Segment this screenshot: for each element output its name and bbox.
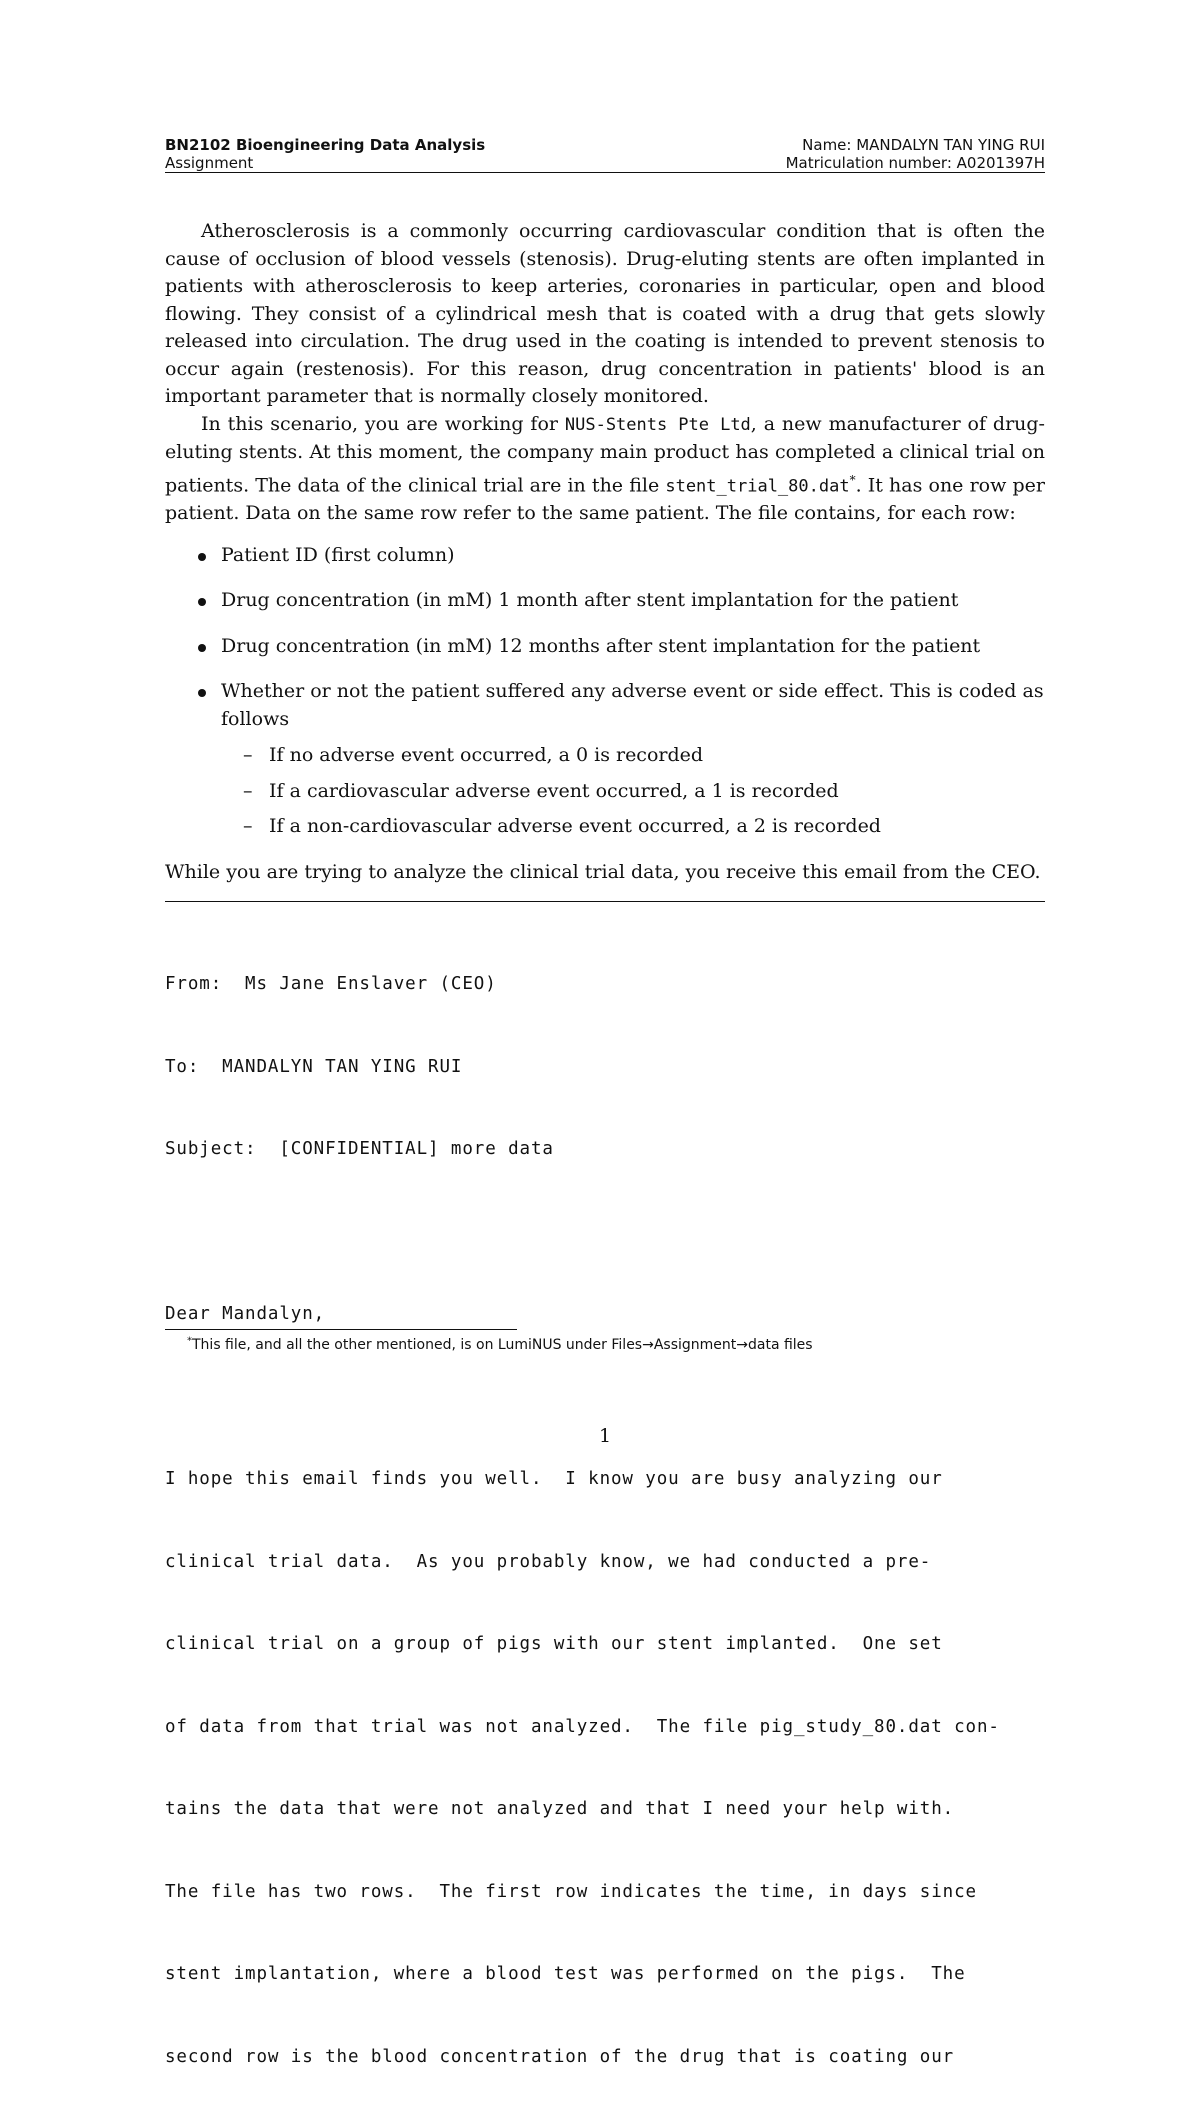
intro-paragraph-2: [165, 411, 1045, 528]
document-page: [165, 0, 1045, 2067]
document-type: Assignment: [165, 154, 254, 172]
email-line: second row is the blood concentration of the drug that is coating our: [165, 2046, 955, 2067]
email-greeting: Dear Mandalyn,: [165, 1304, 326, 1325]
dash-marker: –: [243, 815, 253, 838]
header-divider: [165, 172, 1045, 173]
intro-p2-part-c: . It has one row per patient. Data on the same row refer to the same patient. The file contains, for each row:: [165, 473, 1045, 525]
closing-paragraph: While you are trying to analyze the clinical trial data, you receive this email from the CEO.: [165, 860, 1041, 883]
footnote-divider: [165, 1329, 517, 1330]
list-item: Patient ID (first column): [165, 542, 1045, 570]
email-line: The file has two rows. The first row indicates the time, in days since: [165, 1881, 977, 1902]
bullet-dot: [198, 553, 206, 561]
footnote-text: This file, and all the other mentioned, is on LumiNUS under Files→Assignment→data files: [192, 1337, 813, 1353]
footnote: [187, 1336, 813, 1354]
email-divider: [165, 901, 1045, 902]
email-to: To: MANDALYN TAN YING RUI: [165, 1056, 463, 1077]
email-line: clinical trial data. As you probably know, we had conducted a pre-: [165, 1551, 932, 1572]
email-line: stent implantation, where a blood test was performed on the pigs. The: [165, 1964, 966, 1985]
intro-p2-part-b: , a new manufacturer of drug-eluting stents. At this moment, the company main product has completed a clinical trial on patients. The data of the clinical trial are in the file: [165, 412, 1045, 496]
dash-marker: –: [243, 744, 253, 767]
email-line: I hope this email finds you well. I know you are busy analyzing our: [165, 1469, 943, 1490]
course-title: BN2102 Bioengineering Data Analysis: [165, 136, 486, 154]
adverse-event-codes: [221, 742, 1045, 841]
sub-list-item: – If a non-cardiovascular adverse event occurred, a 2 is recorded: [165, 813, 1045, 841]
list-item: Drug concentration (in mM) 1 month after stent implantation for the patient: [165, 587, 1045, 615]
list-item: Drug concentration (in mM) 12 months after stent implantation for the patient: [165, 633, 1045, 661]
dash-marker: –: [243, 779, 253, 802]
bullet-dot: [198, 598, 206, 606]
spacer: [165, 1384, 1045, 1412]
intro-paragraph-1: Atherosclerosis is a commonly occurring cardiovascular condition that is often the cause of occlusion of blood vessels (stenosis). Drug-eluting stents are often implanted in patients with atherosclerosis to keep arteries, coronaries in particular, open and blood flowing. They consist of a cylindrical mesh that is coated with a drug that gets slowly released into circulation. The drug used in the coating is intended to prevent stenosis to occur again (restenosis). For this reason, drug concentration in patients' blood is an important parameter that is normally closely monitored.: [165, 220, 1045, 407]
bullet-dot: [198, 644, 206, 652]
trial-file-name: stent_trial_80.dat: [665, 475, 850, 496]
sub-list-item: – If a cardiovascular adverse event occurred, a 1 is recorded: [165, 778, 1045, 806]
matriculation-number: Matriculation number: A0201397H: [785, 154, 1045, 172]
footnote-mark: *: [187, 1335, 192, 1347]
intro-p2-part-a: In this scenario, you are working for: [201, 412, 558, 435]
page-number: 1: [598, 1425, 612, 1447]
email-from: From: Ms Jane Enslaver (CEO): [165, 974, 497, 995]
email-line: of data from that trial was not analyzed. The file pig_study_80.dat con-: [165, 1716, 1000, 1737]
spacer: [165, 1219, 1045, 1247]
student-name: Name: MANDALYN TAN YING RUI: [802, 136, 1045, 154]
ceo-email: [165, 916, 1045, 2126]
email-subject: Subject: [CONFIDENTIAL] more data: [165, 1139, 554, 1160]
data-columns-list: [165, 542, 1045, 841]
list-item: Whether or not the patient suffered any adverse event or side effect. This is coded as follows – If no adverse event occurred, a 0 is recorded – If a cardiovascular adverse event occurred, a 1 is recorded – If a non-cardiovascular adverse event occurred, a 2 is recorded: [165, 678, 1045, 841]
company-name: NUS-Stents Pte Ltd: [564, 414, 751, 435]
bullet-dot: [198, 689, 206, 697]
email-line: clinical trial on a group of pigs with our stent implanted. One set: [165, 1634, 943, 1655]
email-line: tains the data that were not analyzed and that I need your help with.: [165, 1799, 955, 1820]
document-body: [165, 218, 1045, 2126]
footnote-marker: *: [849, 472, 856, 487]
sub-list-item: – If no adverse event occurred, a 0 is recorded: [165, 742, 1045, 770]
